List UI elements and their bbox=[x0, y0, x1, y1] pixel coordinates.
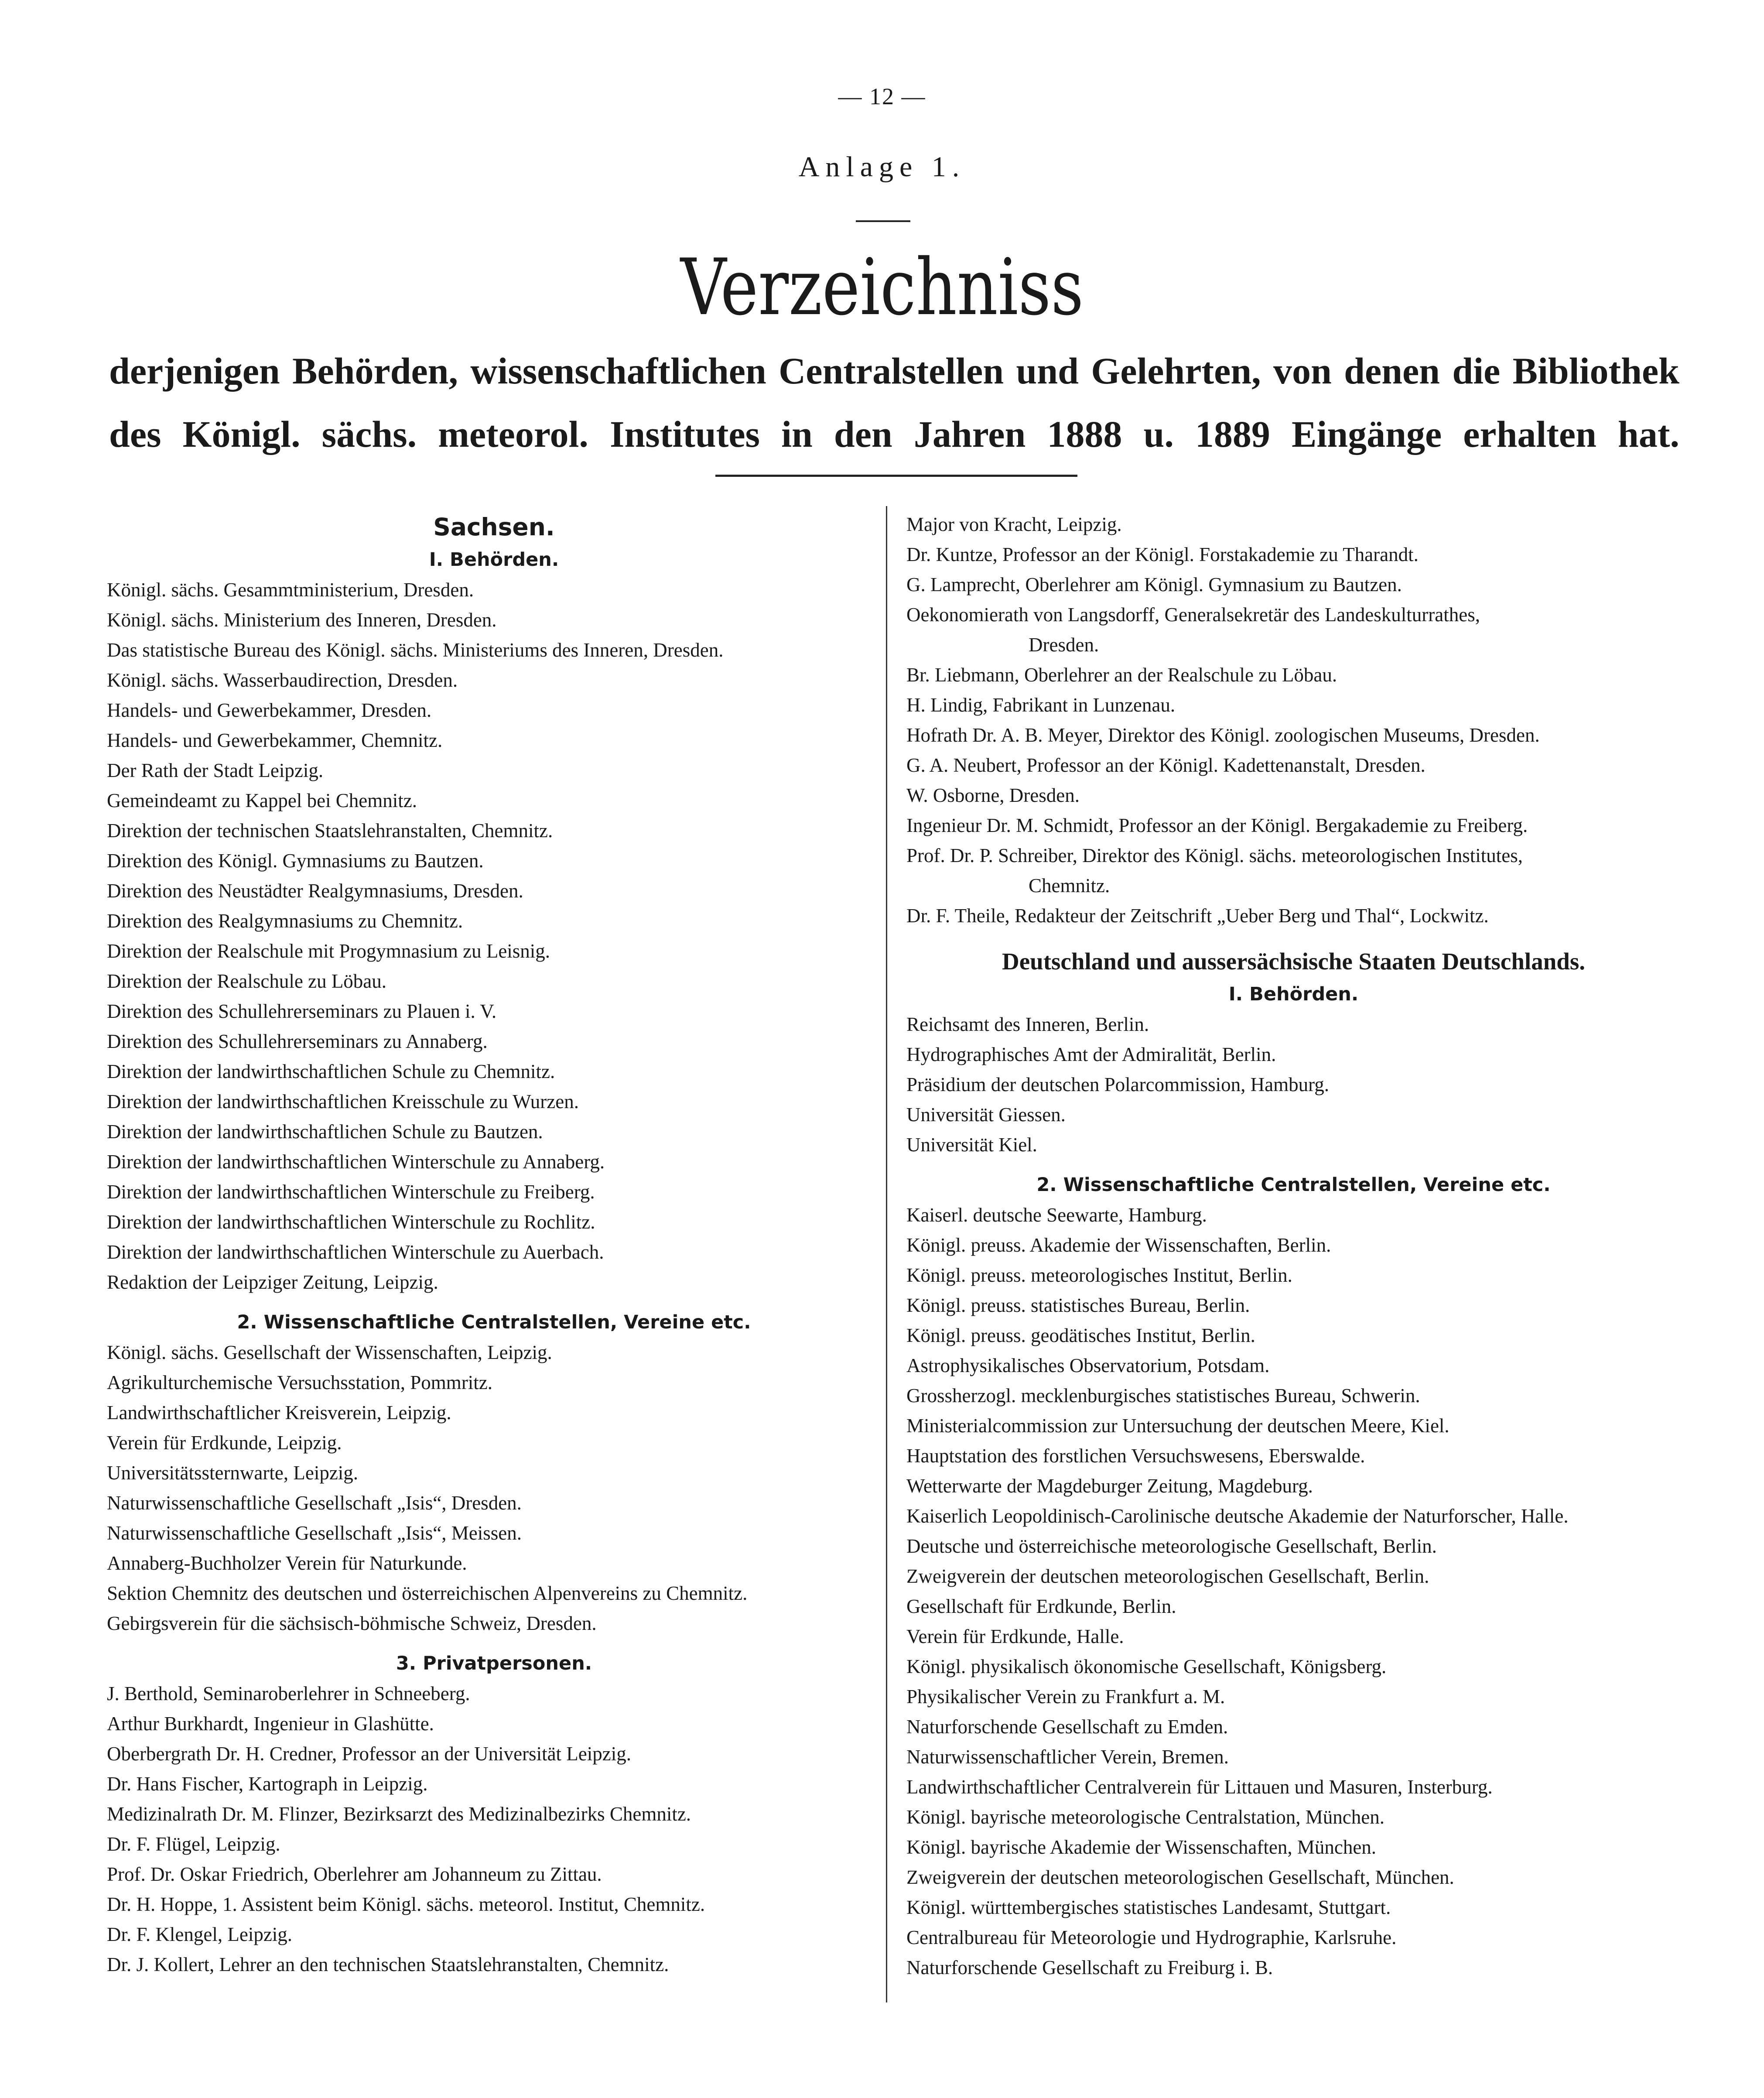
list-item: Astrophysikalisches Observatorium, Potsdam. bbox=[906, 1355, 1270, 1376]
subsection-heading-behoerden: I. Behörden. bbox=[429, 549, 559, 571]
list-item: Landwirthschaftlicher Kreisverein, Leipzig. bbox=[107, 1402, 451, 1424]
list-item: Zweigverein der deutschen meteorologischen Gesellschaft, Berlin. bbox=[906, 1565, 1429, 1587]
page-subtitle: derjenigen Behörden, wissenschaftlichen Centralstellen und Gelehrten, von denen die Bibliothek des Königl. sächs. meteorol. Institutes in den Jahren 1888 u. 1889 Eingänge erhalten hat. bbox=[109, 350, 1679, 455]
list-item: Königl. württembergisches statistisches Landesamt, Stuttgart. bbox=[906, 1896, 1391, 1918]
list-item: Major von Kracht, Leipzig. bbox=[906, 513, 1122, 535]
list-item: Königl. preuss. Akademie der Wissenschaften, Berlin. bbox=[906, 1234, 1331, 1256]
list-item: Königl. sächs. Gesammtministerium, Dresden. bbox=[107, 579, 474, 601]
behoerden-list bbox=[107, 575, 881, 1297]
list-item: Hydrographisches Amt der Admiralität, Berlin. bbox=[906, 1044, 1276, 1065]
list-item: Direktion des Neustädter Realgymnasiums, Dresden. bbox=[107, 880, 523, 902]
list-item: Hauptstation des forstlichen Versuchswesens, Eberswalde. bbox=[906, 1445, 1365, 1467]
list-item: Königl. sächs. Ministerium des Inneren, Dresden. bbox=[107, 609, 497, 631]
list-item: Direktion der landwirthschaftlichen Schule zu Bautzen. bbox=[107, 1121, 543, 1143]
list-item: Arthur Burkhardt, Ingenieur in Glashütte. bbox=[107, 1713, 434, 1735]
list-item: Dresden. bbox=[1029, 634, 1099, 656]
list-item: G. Lamprecht, Oberlehrer am Königl. Gymnasium zu Bautzen. bbox=[906, 574, 1402, 596]
page-number: — 12 — bbox=[838, 83, 926, 110]
list-item: Physikalischer Verein zu Frankfurt a. M. bbox=[906, 1686, 1225, 1708]
list-item: Ministerialcommission zur Untersuchung der deutschen Meere, Kiel. bbox=[906, 1415, 1449, 1437]
list-item: Wetterwarte der Magdeburger Zeitung, Magdeburg. bbox=[906, 1475, 1313, 1497]
list-item: Gesellschaft für Erdkunde, Berlin. bbox=[906, 1595, 1176, 1617]
page-title: Verzeichniss bbox=[680, 242, 1084, 332]
title-rule bbox=[715, 475, 1077, 477]
list-item: Königl. physikalisch ökonomische Gesellschaft, Königsberg. bbox=[906, 1656, 1387, 1677]
list-item: Reichsamt des Inneren, Berlin. bbox=[906, 1013, 1149, 1035]
list-item: H. Lindig, Fabrikant in Lunzenau. bbox=[906, 694, 1176, 716]
list-item: Dr. H. Hoppe, 1. Assistent beim Königl. sächs. meteorol. Institut, Chemnitz. bbox=[107, 1893, 705, 1915]
list-item: Direktion des Schullehrerseminars zu Plauen i. V. bbox=[107, 1000, 497, 1022]
list-item: Königl. sächs. Gesellschaft der Wissenschaften, Leipzig. bbox=[107, 1342, 552, 1363]
vereine-list bbox=[906, 1200, 1681, 1983]
section-heading-sachsen: Sachsen. bbox=[433, 513, 555, 541]
list-item: Chemnitz. bbox=[1029, 875, 1110, 897]
list-item: Centralbureau für Meteorologie und Hydrographie, Karlsruhe. bbox=[906, 1927, 1397, 1948]
subsection-heading-behoerden: I. Behörden. bbox=[1228, 983, 1359, 1005]
list-item: Dr. F. Theile, Redakteur der Zeitschrift „Ueber Berg und Thal“, Lockwitz. bbox=[906, 905, 1489, 927]
list-item: Direktion der technischen Staatslehranstalten, Chemnitz. bbox=[107, 820, 553, 842]
list-item: Dr. F. Flügel, Leipzig. bbox=[107, 1833, 280, 1855]
list-item: Grossherzogl. mecklenburgisches statistisches Bureau, Schwerin. bbox=[906, 1385, 1420, 1407]
behoerden-list bbox=[906, 1010, 1681, 1160]
list-item: Direktion der Realschule zu Löbau. bbox=[107, 970, 387, 992]
list-item: Direktion der landwirthschaftlichen Winterschule zu Rochlitz. bbox=[107, 1211, 595, 1233]
list-item: Direktion der Realschule mit Progymnasium zu Leisnig. bbox=[107, 940, 550, 962]
list-item: Zweigverein der deutschen meteorologischen Gesellschaft, München. bbox=[906, 1866, 1454, 1888]
list-item: Das statistische Bureau des Königl. sächs. Ministeriums des Inneren, Dresden. bbox=[107, 639, 724, 661]
column-divider bbox=[886, 506, 887, 2002]
list-item: Landwirthschaftlicher Centralverein für Littauen und Masuren, Insterburg. bbox=[906, 1776, 1493, 1798]
list-item: Der Rath der Stadt Leipzig. bbox=[107, 760, 324, 781]
list-item: Oekonomierath von Langsdorff, Generalsekretär des Landeskulturrathes, bbox=[906, 604, 1480, 626]
list-item: Dr. Hans Fischer, Kartograph in Leipzig. bbox=[107, 1773, 428, 1795]
list-item: Direktion der landwirthschaftlichen Kreisschule zu Wurzen. bbox=[107, 1091, 579, 1112]
list-item: Kaiserlich Leopoldinisch-Carolinische deutsche Akademie der Naturforscher, Halle. bbox=[906, 1505, 1569, 1527]
list-item: Gebirgsverein für die sächsisch-böhmische Schweiz, Dresden. bbox=[107, 1612, 597, 1634]
list-item: Handels- und Gewerbekammer, Dresden. bbox=[107, 699, 432, 721]
list-item: Oberbergrath Dr. H. Credner, Professor an der Universität Leipzig. bbox=[107, 1743, 631, 1765]
list-item: Königl. preuss. geodätisches Institut, Berlin. bbox=[906, 1325, 1255, 1346]
list-item: Naturforschende Gesellschaft zu Freiburg i. B. bbox=[906, 1957, 1273, 1978]
list-item: Naturforschende Gesellschaft zu Emden. bbox=[906, 1716, 1228, 1738]
list-item: Dr. J. Kollert, Lehrer an den technischen Staatslehranstalten, Chemnitz. bbox=[107, 1954, 669, 1975]
list-item: Hofrath Dr. A. B. Meyer, Direktor des Königl. zoologischen Museums, Dresden. bbox=[906, 724, 1540, 746]
list-item: Prof. Dr. P. Schreiber, Direktor des Königl. sächs. meteorologischen Institutes, bbox=[906, 845, 1523, 866]
list-item: Direktion des Schullehrerseminars zu Annaberg. bbox=[107, 1030, 488, 1052]
left-column bbox=[107, 510, 881, 1980]
list-item: Handels- und Gewerbekammer, Chemnitz. bbox=[107, 729, 443, 751]
list-item: W. Osborne, Dresden. bbox=[906, 784, 1080, 806]
list-item: Direktion der landwirthschaftlichen Winterschule zu Auerbach. bbox=[107, 1241, 604, 1263]
right-column bbox=[906, 510, 1681, 1983]
privatpersonen-list bbox=[107, 1679, 881, 1980]
list-item: Königl. preuss. meteorologisches Institut, Berlin. bbox=[906, 1264, 1292, 1286]
list-item: Königl. sächs. Wasserbaudirection, Dresden. bbox=[107, 669, 458, 691]
list-item: Universitätssternwarte, Leipzig. bbox=[107, 1462, 359, 1484]
list-item: Sektion Chemnitz des deutschen und österreichischen Alpenvereins zu Chemnitz. bbox=[107, 1582, 748, 1604]
list-item: Direktion des Königl. Gymnasiums zu Bautzen. bbox=[107, 850, 484, 872]
list-item: Dr. Kuntze, Professor an der Königl. Forstakademie zu Tharandt. bbox=[906, 544, 1419, 565]
list-item: Kaiserl. deutsche Seewarte, Hamburg. bbox=[906, 1204, 1207, 1226]
list-item: Königl. bayrische Akademie der Wissenschaften, München. bbox=[906, 1836, 1377, 1858]
list-item: Br. Liebmann, Oberlehrer an der Realschule zu Löbau. bbox=[906, 664, 1337, 686]
list-item: Medizinalrath Dr. M. Flinzer, Bezirksarzt des Medizinalbezirks Chemnitz. bbox=[107, 1803, 691, 1825]
section-heading-deutschland: Deutschland und aussersächsische Staaten Deutschlands. bbox=[1002, 948, 1586, 975]
subsection-heading-vereine: 2. Wissenschaftliche Centralstellen, Vereine etc. bbox=[237, 1311, 751, 1333]
list-item: Naturwissenschaftliche Gesellschaft „Isis“, Dresden. bbox=[107, 1492, 522, 1514]
list-item: Verein für Erdkunde, Leipzig. bbox=[107, 1432, 342, 1454]
list-item: Königl. preuss. statistisches Bureau, Berlin. bbox=[906, 1294, 1250, 1316]
list-item: Naturwissenschaftlicher Verein, Bremen. bbox=[906, 1746, 1229, 1768]
list-item: Annaberg-Buchholzer Verein für Naturkunde. bbox=[107, 1552, 467, 1574]
appendix-label: Anlage 1. bbox=[798, 151, 966, 183]
list-item: J. Berthold, Seminaroberlehrer in Schneeberg. bbox=[107, 1683, 470, 1704]
divider-rule bbox=[856, 220, 910, 222]
list-item: Direktion des Realgymnasiums zu Chemnitz. bbox=[107, 910, 463, 932]
list-item: Gemeindeamt zu Kappel bei Chemnitz. bbox=[107, 790, 417, 811]
list-item: Verein für Erdkunde, Halle. bbox=[906, 1626, 1124, 1647]
list-item: Direktion der landwirthschaftlichen Winterschule zu Annaberg. bbox=[107, 1151, 605, 1173]
list-item: Naturwissenschaftliche Gesellschaft „Isis“, Meissen. bbox=[107, 1522, 522, 1544]
list-item: Deutsche und österreichische meteorologische Gesellschaft, Berlin. bbox=[906, 1535, 1437, 1557]
subsection-heading-vereine: 2. Wissenschaftliche Centralstellen, Vereine etc. bbox=[1036, 1174, 1551, 1196]
list-item: Prof. Dr. Oskar Friedrich, Oberlehrer am Johanneum zu Zittau. bbox=[107, 1863, 602, 1885]
list-item: Ingenieur Dr. M. Schmidt, Professor an der Königl. Bergakademie zu Freiberg. bbox=[906, 815, 1528, 836]
privatpersonen-list-continued bbox=[906, 510, 1681, 931]
list-item: Agrikulturchemische Versuchsstation, Pommritz. bbox=[107, 1372, 493, 1393]
list-item: Dr. F. Klengel, Leipzig. bbox=[107, 1923, 293, 1945]
list-item: Präsidium der deutschen Polarcommission, Hamburg. bbox=[906, 1074, 1330, 1095]
list-item: G. A. Neubert, Professor an der Königl. Kadettenanstalt, Dresden. bbox=[906, 754, 1426, 776]
list-item: Redaktion der Leipziger Zeitung, Leipzig. bbox=[107, 1271, 438, 1293]
list-item: Königl. bayrische meteorologische Centralstation, München. bbox=[906, 1806, 1385, 1828]
list-item: Universität Kiel. bbox=[906, 1134, 1037, 1156]
list-item: Direktion der landwirthschaftlichen Winterschule zu Freiberg. bbox=[107, 1181, 595, 1203]
vereine-list bbox=[107, 1338, 881, 1639]
list-item: Direktion der landwirthschaftlichen Schule zu Chemnitz. bbox=[107, 1061, 555, 1082]
list-item: Universität Giessen. bbox=[906, 1104, 1066, 1126]
subsection-heading-privat: 3. Privatpersonen. bbox=[396, 1653, 592, 1674]
